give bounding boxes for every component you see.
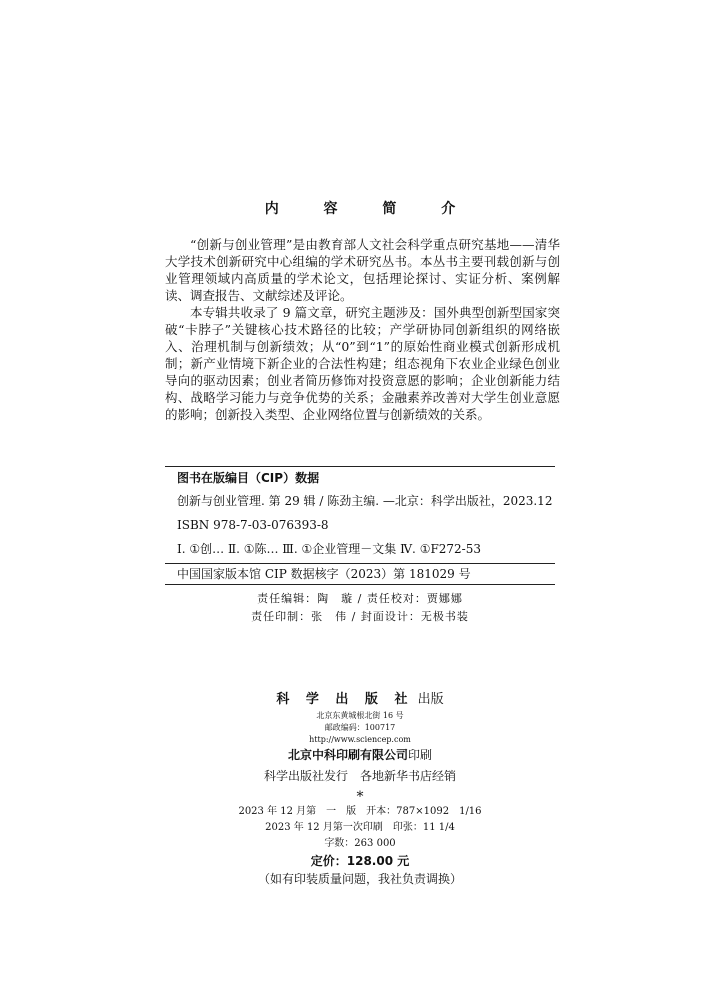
staff-line-editor: 责任编辑：陶 璇 / 责任校对：贾娜娜 xyxy=(257,592,463,605)
staff-line-printing: 责任印制：张 伟 / 封面设计：无极书装 xyxy=(251,610,469,623)
staff-credits xyxy=(0,590,720,626)
publisher-block xyxy=(0,690,720,888)
publisher-suffix: 出版 xyxy=(417,692,444,707)
publisher-url: http://www.sciencep.com xyxy=(309,735,411,744)
cip-classification: Ⅰ. ①创… Ⅱ. ①陈… Ⅲ. ①企业管理－文集 Ⅳ. ①F272-53 xyxy=(177,542,482,556)
publisher-line xyxy=(0,690,720,710)
summary-paragraph-1: “创新与创业管理”是由教育部人文社会科学重点研究基地——清华大学技术创新研究中心组编的学术研究丛书。本丛书主要刊载创新与创业管理领域内高质量的学术论文，包括理论探讨、实证分析、案例解读、调查报告、文献综述及评论。 xyxy=(165,237,560,303)
edition-line-2: 2023 年 12 月第一次印刷 印张：11 1/4 xyxy=(265,822,455,833)
printer-name: 北京中科印刷有限公司 xyxy=(287,748,408,762)
cip-isbn: ISBN 978-7-03-076393-8 xyxy=(177,518,329,532)
cip-title-line: 创新与创业管理. 第 29 辑 / 陈劲主编. —北京：科学出版社，2023.12 xyxy=(177,494,553,508)
cip-block xyxy=(165,466,555,585)
quality-notice: （如有印装质量问题，我社负责调换） xyxy=(257,872,462,886)
publisher-postcode: 邮政编码：100717 xyxy=(324,723,396,732)
printer-suffix: 印刷 xyxy=(408,748,433,762)
publisher-address: 北京东黄城根北街 16 号 xyxy=(316,711,404,720)
edition-line-1: 2023 年 12 月第 一 版 开本：787×1092 1/16 xyxy=(238,806,482,817)
page-title: 内 容 简 介 xyxy=(264,201,476,217)
cip-heading: 图书在版编目（CIP）数据 xyxy=(177,471,320,485)
printer-line xyxy=(0,746,720,764)
summary-section xyxy=(165,236,560,423)
word-count: 字数：263 000 xyxy=(324,838,396,849)
price: 定价：128.00 元 xyxy=(310,854,410,868)
summary-paragraph-2: 本专辑共收录了 9 篇文章，研究主题涉及：国外典型创新型国家突破“卡脖子”关键核心技术路径的比较；产学研协同创新组织的网络嵌入、治理机制与创新绩效；从“0”到“1”的原始性商业模式创新形成机制；新产业情境下新企业的合法性构建；组态视角下农业企业绿色创业导向的驱动因素；创业者简历修饰对投资意愿的影响；企业创新能力结构、战略学习能力与竞争优势的关系；金融素养改善对大学生创业意愿的影响；创新投入类型、企业网络位置与创新绩效的关系。 xyxy=(165,305,560,422)
publisher-name: 科 学 出 版 社 xyxy=(276,692,414,707)
cip-record-number: 中国国家版本馆 CIP 数据核字（2023）第 181029 号 xyxy=(165,563,555,584)
distribution-line: 科学出版社发行 各地新华书店经销 xyxy=(263,769,456,783)
separator-star: * xyxy=(356,789,364,805)
